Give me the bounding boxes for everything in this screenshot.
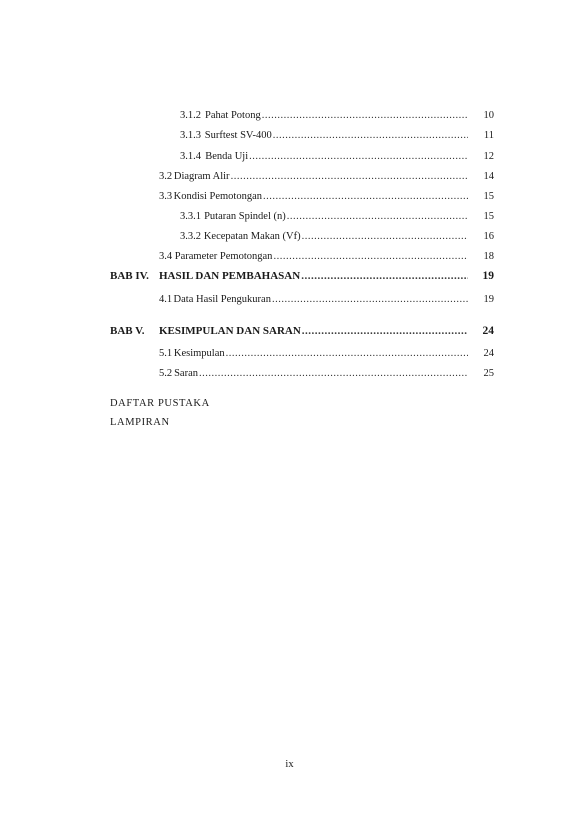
toc-entry-5-1: [0, 346, 579, 362]
toc-entry-number: 5.2: [159, 368, 173, 379]
toc-entry-page: 19: [483, 294, 494, 305]
toc-entry-label: Surftest SV-400: [204, 130, 272, 141]
toc-entry-3-1-3: [0, 128, 579, 144]
toc-dot-leader: [302, 323, 468, 339]
toc-chapter-label: HASIL DAN PEMBAHASAN: [159, 270, 301, 282]
toc-entry-number: 3.3.1: [180, 211, 201, 222]
toc-chapter-number: BAB V.: [110, 325, 145, 337]
toc-entry-page: 14: [483, 171, 494, 182]
toc-entry-page: 10: [483, 110, 494, 121]
toc-chapter-page: 19: [482, 270, 494, 282]
toc-entry-page: 11: [483, 130, 494, 141]
toc-entry-page: 24: [483, 348, 494, 359]
toc-entry-label: Pahat Potong: [205, 110, 261, 121]
toc-entry-label: Putaran Spindel (n): [204, 211, 286, 222]
toc-daftar-pustaka: DAFTAR PUSTAKA: [110, 398, 210, 409]
toc-dot-leader: [262, 108, 468, 124]
toc-entry-page: 15: [483, 191, 494, 202]
toc-entry-label: Diagram Alir: [173, 171, 230, 182]
toc-dot-leader: [226, 346, 468, 362]
toc-dot-leader: [249, 149, 468, 165]
toc-entry-label: Data Hasil Pengukuran: [173, 294, 271, 305]
toc-entry-number: 3.2: [159, 171, 173, 182]
toc-entry-5-2: [0, 366, 579, 382]
toc-entry-3-1-2: [0, 108, 579, 124]
toc-chapter-bab-v: [0, 323, 579, 339]
toc-entry-label: Saran: [174, 368, 198, 379]
toc-entry-page: 12: [483, 151, 494, 162]
toc-entry-3-2: [0, 169, 579, 185]
toc-chapter-page: 24: [482, 325, 494, 337]
toc-entry-page: 15: [483, 211, 494, 222]
toc-dot-leader: [272, 292, 468, 308]
toc-entry-number: 3.3.2: [180, 231, 201, 242]
toc-entry-3-1-4: [0, 149, 579, 165]
toc-entry-label: Kondisi Pemotongan: [173, 191, 262, 202]
toc-dot-leader: [273, 249, 468, 265]
toc-entry-label: Kecepatan Makan (Vf): [203, 231, 301, 242]
toc-entry-number: 5.1: [159, 348, 173, 359]
toc-dot-leader: [199, 366, 468, 382]
toc-chapter-number: BAB IV.: [110, 270, 149, 282]
toc-dot-leader: [263, 189, 468, 205]
toc-entry-label: Benda Uji: [205, 151, 249, 162]
toc-entry-label: Kesimpulan: [173, 348, 225, 359]
toc-entry-3-3: [0, 189, 579, 205]
toc-entry-number: 3.3: [159, 191, 173, 202]
toc-entry-3-4: [0, 249, 579, 265]
toc-entry-4-1: [0, 292, 579, 308]
toc-dot-leader: [231, 169, 468, 185]
toc-entry-page: 16: [483, 231, 494, 242]
toc-entry-number: 4.1: [159, 294, 173, 305]
toc-chapter-bab-iv: [0, 268, 579, 284]
toc-chapter-label: KESIMPULAN DAN SARAN: [159, 325, 301, 337]
toc-entry-page: 18: [483, 251, 494, 262]
toc-dot-leader: [301, 268, 468, 284]
toc-entry-label: 3.4 Parameter Pemotongan: [159, 251, 273, 262]
toc-entry-number: 3.1.2: [180, 110, 201, 121]
toc-entry-page: 25: [483, 368, 494, 379]
toc-entry-number: 3.1.3: [180, 130, 201, 141]
toc-lampiran: LAMPIRAN: [110, 417, 170, 428]
toc-entry-3-3-2: [0, 229, 579, 245]
toc-dot-leader: [273, 128, 468, 144]
toc-dot-leader: [287, 209, 468, 225]
page-number: ix: [285, 759, 294, 770]
toc-entry-3-3-1: [0, 209, 579, 225]
toc-entry-number: 3.1.4: [180, 151, 201, 162]
toc-dot-leader: [302, 229, 468, 245]
